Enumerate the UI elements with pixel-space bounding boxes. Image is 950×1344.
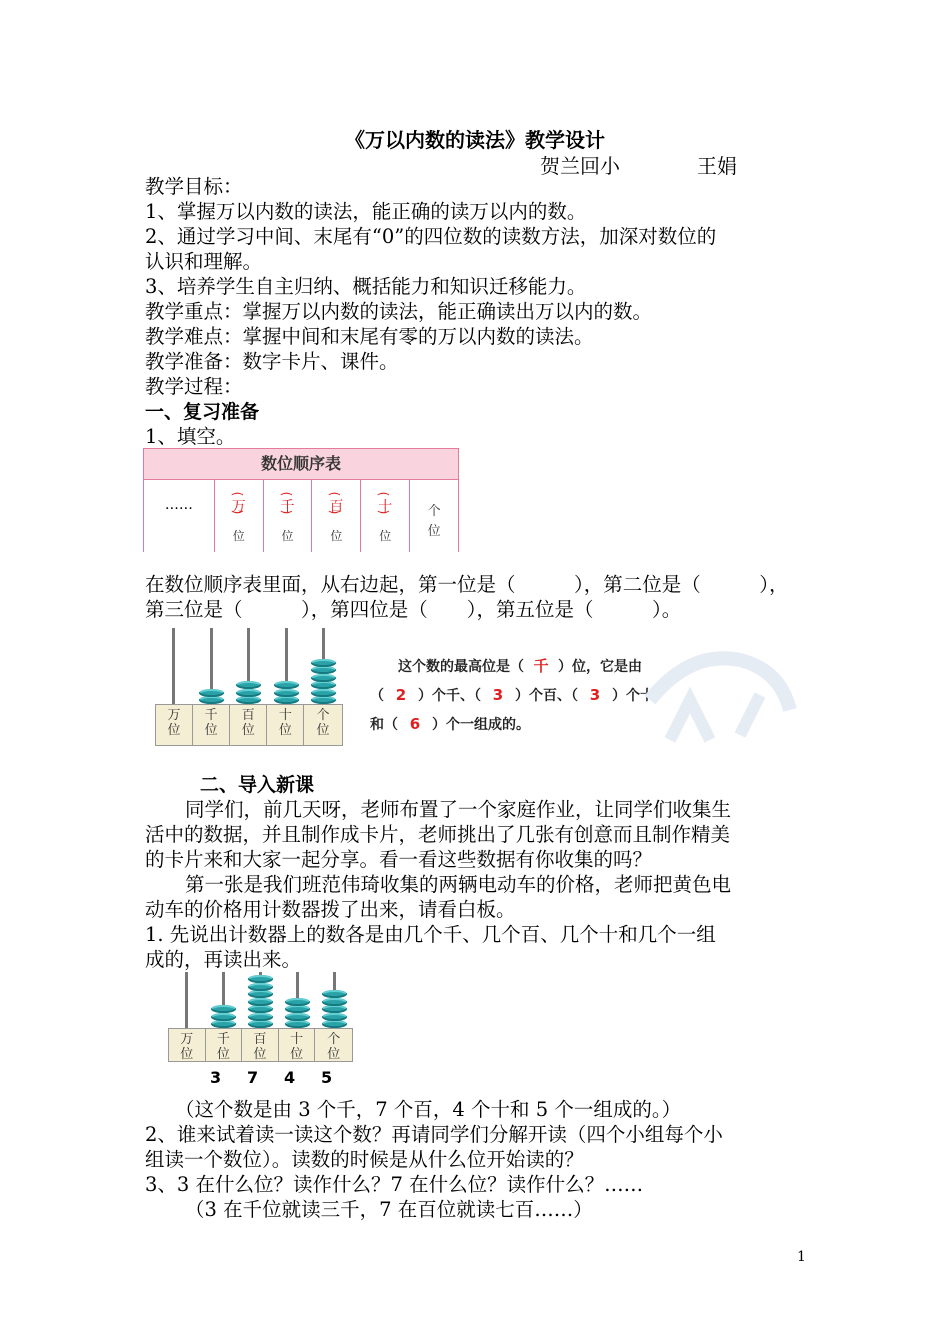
place-name-qian: ( 千 ) xyxy=(264,496,312,516)
abacus-place-label: 个 位 xyxy=(327,1032,341,1062)
abacus-bead xyxy=(322,1005,346,1013)
abacus-bead xyxy=(274,681,299,689)
place-wei: 位 xyxy=(232,529,245,543)
para-1c: 的卡片来和大家一起分享。看一看这些数据有你收集的吗？ xyxy=(145,848,653,871)
abacus-bead xyxy=(248,1020,272,1028)
place-cell-wan xyxy=(214,480,263,552)
place-value-table xyxy=(143,448,459,552)
fill-blank-label: 1、填空。 xyxy=(145,425,236,448)
abacus-rod xyxy=(185,972,188,1028)
section-1-heading: 一、复习准备 xyxy=(145,401,260,423)
question-1b: 第三位是（ ），第四位是（ ），第五位是（ ）。 xyxy=(145,598,682,621)
abacus-digits xyxy=(210,1068,358,1087)
abacus-place-label: 个 位 xyxy=(316,708,330,738)
abacus-bead xyxy=(274,696,299,704)
para-1a: 同学们，前几天呀，老师布置了一个家庭作业，让同学们收集生 xyxy=(185,798,732,821)
abacus-bead xyxy=(211,1005,235,1013)
para-2a: 第一张是我们班范伟琦收集的两辆电动车的价格，老师把黄色电 xyxy=(185,873,732,896)
abacus-place-label: 千 位 xyxy=(206,1029,243,1061)
abacus-bead xyxy=(248,990,272,998)
process-heading: 教学过程： xyxy=(145,375,243,398)
place-cell-ge xyxy=(409,480,458,552)
place-value-table-heading: 数位顺序表 xyxy=(144,449,458,480)
digit: 7 xyxy=(247,1068,259,1087)
para-2b: 动车的价格用计数器拨了出来，请看白板。 xyxy=(145,898,516,921)
place-wei: 位 xyxy=(379,529,392,543)
preparation: 教学准备：数字卡片、课件。 xyxy=(145,350,399,373)
goal-1: 1、掌握万以内数的读法，能正确的读万以内的数。 xyxy=(145,200,587,223)
digit: 3 xyxy=(210,1068,222,1087)
difficulty: 教学难点：掌握中间和末尾有零的万以内数的读法。 xyxy=(145,325,594,348)
abacus-bead xyxy=(322,1020,346,1028)
section-2-heading: 二、导入新课 xyxy=(200,774,315,796)
place-name-ge xyxy=(410,502,458,542)
abacus-bead xyxy=(311,674,336,682)
place-value-dots: …… xyxy=(144,480,214,552)
answer-3: （3 在千位就读三千，7 在百位就读七百……） xyxy=(185,1198,593,1221)
answer-1: （这个数是由 3 个千，7 个百，4 个十和 5 个一组成的。） xyxy=(175,1098,682,1121)
bubble-text: 这个数的最高位是（ xyxy=(398,659,524,675)
author-school: 贺兰回小 xyxy=(540,154,620,178)
abacus-place-label: 万 位 xyxy=(169,1029,206,1061)
place-name-shi: ( 十 ) xyxy=(361,496,409,516)
abacus-bead xyxy=(199,689,224,697)
abacus-bead xyxy=(322,998,346,1006)
place-ge-char: 个 xyxy=(427,504,441,519)
bubble-text: ）个百、（ xyxy=(515,688,578,704)
bubble-answer: 2 xyxy=(395,686,407,704)
place-cell-shi xyxy=(360,480,409,552)
abacus-bead xyxy=(322,990,346,998)
author-name: 王娟 xyxy=(697,154,737,178)
place-name-bai: ( 百 ) xyxy=(312,496,360,516)
abacus-figure-2 xyxy=(168,970,353,1062)
page-number: 1 xyxy=(797,1249,806,1265)
abacus-bead xyxy=(211,1020,235,1028)
place-cell-bai xyxy=(311,480,360,552)
bubble-text: ）个一组成的。 xyxy=(432,717,530,733)
abacus-bead xyxy=(285,1020,309,1028)
bubble-answer: 6 xyxy=(409,715,421,733)
abacus-bead xyxy=(248,1005,272,1013)
abacus-bead xyxy=(236,681,261,689)
place-wei: 位 xyxy=(330,529,343,543)
step-1b: 成的，再读出来。 xyxy=(145,948,302,971)
abacus-place-label: 千 位 xyxy=(193,705,230,745)
place-cell-qian xyxy=(263,480,312,552)
abacus-bead xyxy=(236,696,261,704)
abacus-bead xyxy=(236,689,261,697)
abacus-bead xyxy=(248,1013,272,1021)
abacus-place-label: 十 位 xyxy=(279,1029,316,1061)
abacus-bead xyxy=(311,689,336,697)
abacus-figure-1 xyxy=(155,626,345,746)
abacus-bead xyxy=(248,998,272,1006)
abacus-place-label: 十 位 xyxy=(267,705,304,745)
bubble-text: ）个十 xyxy=(612,688,654,704)
abacus-bead xyxy=(311,659,336,667)
goal-2a: 2、通过学习中间、末尾有“0”的四位数的读数方法，加深对数位的 xyxy=(145,225,717,248)
abacus-bead xyxy=(248,983,272,991)
abacus-bead xyxy=(248,975,272,983)
bubble-text: 和（ xyxy=(370,717,398,733)
bubble-text: ）位，它是由 xyxy=(558,659,642,675)
abacus-base xyxy=(168,1028,353,1062)
abacus-bead xyxy=(285,998,309,1006)
goal-3: 3、培养学生自主归纳、概括能力和知识迁移能力。 xyxy=(145,275,587,298)
abacus-base xyxy=(155,704,343,746)
goal-2b: 认识和理解。 xyxy=(145,250,263,273)
place-ge-wei: 位 xyxy=(427,524,441,539)
abacus-bead xyxy=(322,1013,346,1021)
key-point: 教学重点：掌握万以内数的读法，能正确读出万以内的数。 xyxy=(145,300,653,323)
goal-heading: 教学目标： xyxy=(145,175,243,198)
abacus-place-label: 万 位 xyxy=(156,705,193,745)
question-1a: 在数位顺序表里面，从右边起，第一位是（ ），第二位是（ ）， xyxy=(145,573,789,596)
abacus-bead xyxy=(311,696,336,704)
bubble-text: （ xyxy=(370,688,384,704)
abacus-bead xyxy=(285,1013,309,1021)
abacus-rod xyxy=(172,628,175,704)
abacus-explanation xyxy=(370,652,654,739)
watermark-graphic xyxy=(630,640,810,750)
abacus-place-label: 百 位 xyxy=(242,1029,279,1061)
abacus-bead xyxy=(274,689,299,697)
abacus-bead xyxy=(211,1013,235,1021)
abacus-bead xyxy=(311,681,336,689)
abacus-bead xyxy=(311,666,336,674)
place-name-wan: ( 万 ) xyxy=(215,496,263,516)
para-1b: 活中的数据，并且制作成卡片，老师挑出了几张有创意而且制作精美 xyxy=(145,823,731,846)
bubble-answer: 3 xyxy=(589,686,601,704)
step-1a: 1. 先说出计数器上的数各是由几个千、几个百、几个十和几个一组 xyxy=(145,923,716,946)
digit: 5 xyxy=(321,1068,333,1087)
step-3: 3、3 在什么位？读作什么？7 在什么位？读作什么？…… xyxy=(145,1173,644,1196)
step-2b: 组读一个数位）。读数的时候是从什么位开始读的？ xyxy=(145,1148,584,1171)
bubble-answer: 千 xyxy=(533,657,549,675)
bubble-text: ）个千、（ xyxy=(418,688,481,704)
step-2a: 2、谁来试着读一读这个数？再请同学们分解开读（四个小组每个小 xyxy=(145,1123,723,1146)
digit: 4 xyxy=(284,1068,296,1087)
bubble-answer: 3 xyxy=(492,686,504,704)
abacus-bead xyxy=(285,1005,309,1013)
abacus-place-label: 百 位 xyxy=(230,705,267,745)
place-wei: 位 xyxy=(281,529,294,543)
abacus-bead xyxy=(199,696,224,704)
document-title: 《万以内数的读法》教学设计 xyxy=(345,128,605,152)
